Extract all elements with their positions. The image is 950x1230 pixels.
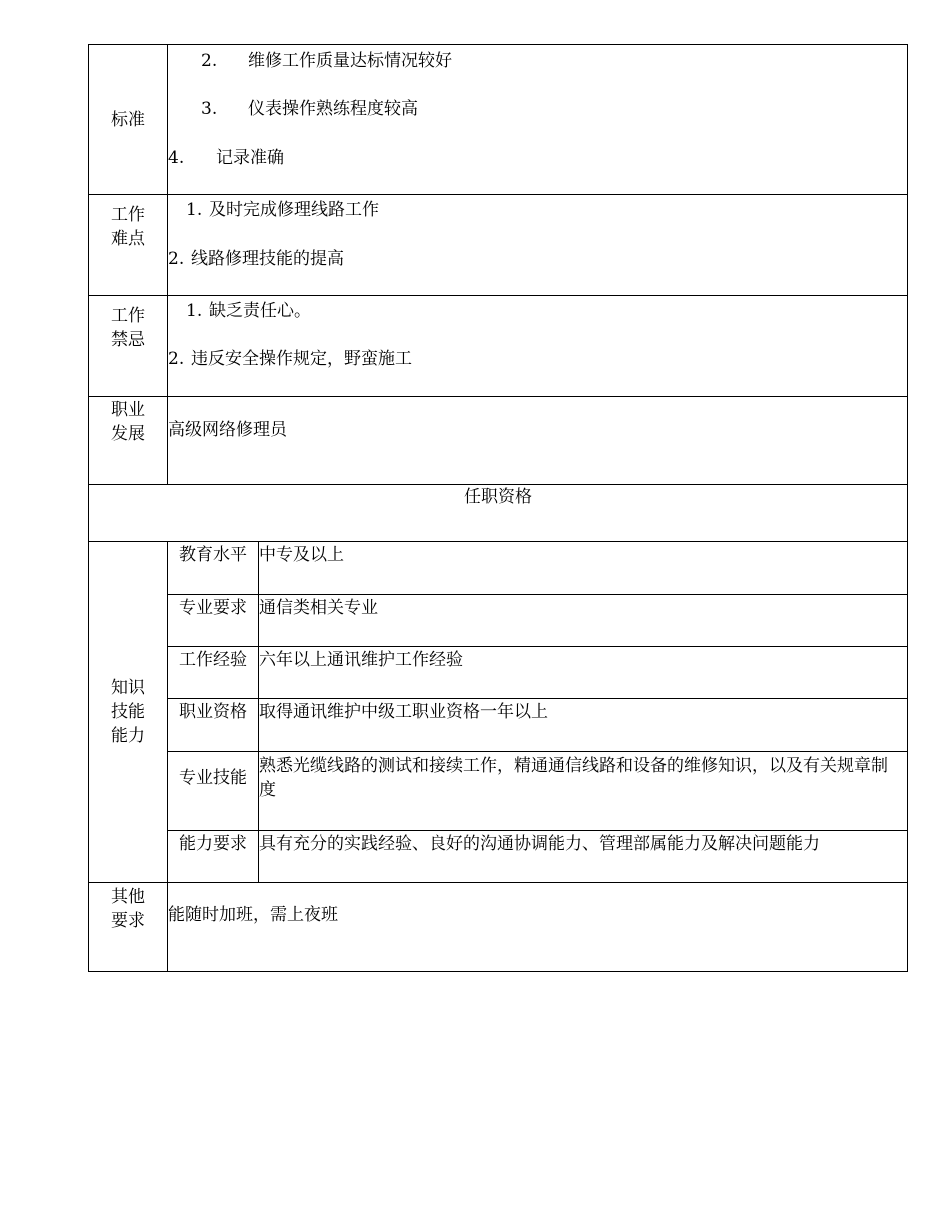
- standard-item: 2. 维修工作质量达标情况较好: [201, 51, 452, 71]
- taboos-label: 工作 禁忌: [89, 296, 168, 397]
- career-row: [89, 397, 908, 485]
- qualification-row: [89, 752, 908, 831]
- standard-content: [168, 45, 908, 195]
- standard-item: 3. 仪表操作熟练程度较高: [201, 99, 418, 119]
- taboos-content: [168, 296, 908, 397]
- difficulties-label: 工作 难点: [89, 195, 168, 296]
- qual-label-certificate: 职业资格: [168, 699, 259, 752]
- qual-value-ability: 具有充分的实践经验、良好的沟通协调能力、管理部属能力及解决问题能力: [259, 831, 908, 883]
- standard-label: 标准: [89, 45, 168, 195]
- qualification-row: [89, 699, 908, 752]
- career-label: 职业 发展: [89, 397, 168, 485]
- qual-label-major: 专业要求: [168, 595, 259, 647]
- difficulties-row: [89, 195, 908, 296]
- qualification-title: 任职资格: [89, 485, 908, 542]
- qual-label-experience: 工作经验: [168, 647, 259, 699]
- qualification-row: [89, 542, 908, 595]
- qual-label-skills: 专业技能: [168, 752, 259, 831]
- other-label: 其他 要求: [89, 883, 168, 972]
- other-content: [168, 883, 908, 972]
- qual-value-experience: 六年以上通讯维护工作经验: [259, 647, 908, 699]
- qual-value-skills: 熟悉光缆线路的测试和接续工作，精通通信线路和设备的维修知识，以及有关规章制度: [259, 752, 908, 831]
- qualification-label: 知识 技能 能力: [89, 542, 168, 883]
- other-row: [89, 883, 908, 972]
- difficulties-item: 1. 及时完成修理线路工作: [186, 200, 379, 220]
- career-content: [168, 397, 908, 485]
- career-text: 高级网络修理员: [168, 420, 287, 440]
- qual-label-ability: 能力要求: [168, 831, 259, 883]
- taboos-item: 2. 违反安全操作规定，野蛮施工: [168, 349, 412, 369]
- taboos-row: [89, 296, 908, 397]
- qual-label-education: 教育水平: [168, 542, 259, 595]
- qual-value-certificate: 取得通讯维护中级工职业资格一年以上: [259, 699, 908, 752]
- qual-value-major: 通信类相关专业: [259, 595, 908, 647]
- taboos-item: 1. 缺乏责任心。: [186, 301, 311, 321]
- difficulties-item: 2. 线路修理技能的提高: [168, 249, 344, 269]
- standard-item: 4. 记录准确: [168, 148, 284, 168]
- standard-row: [89, 45, 908, 195]
- other-text: 能随时加班，需上夜班: [168, 905, 338, 925]
- qualification-row: [89, 831, 908, 883]
- qualification-row: [89, 595, 908, 647]
- qualification-title-row: [89, 485, 908, 542]
- qualification-row: [89, 647, 908, 699]
- difficulties-content: [168, 195, 908, 296]
- qual-value-education: 中专及以上: [259, 542, 908, 595]
- job-description-table: [88, 44, 908, 972]
